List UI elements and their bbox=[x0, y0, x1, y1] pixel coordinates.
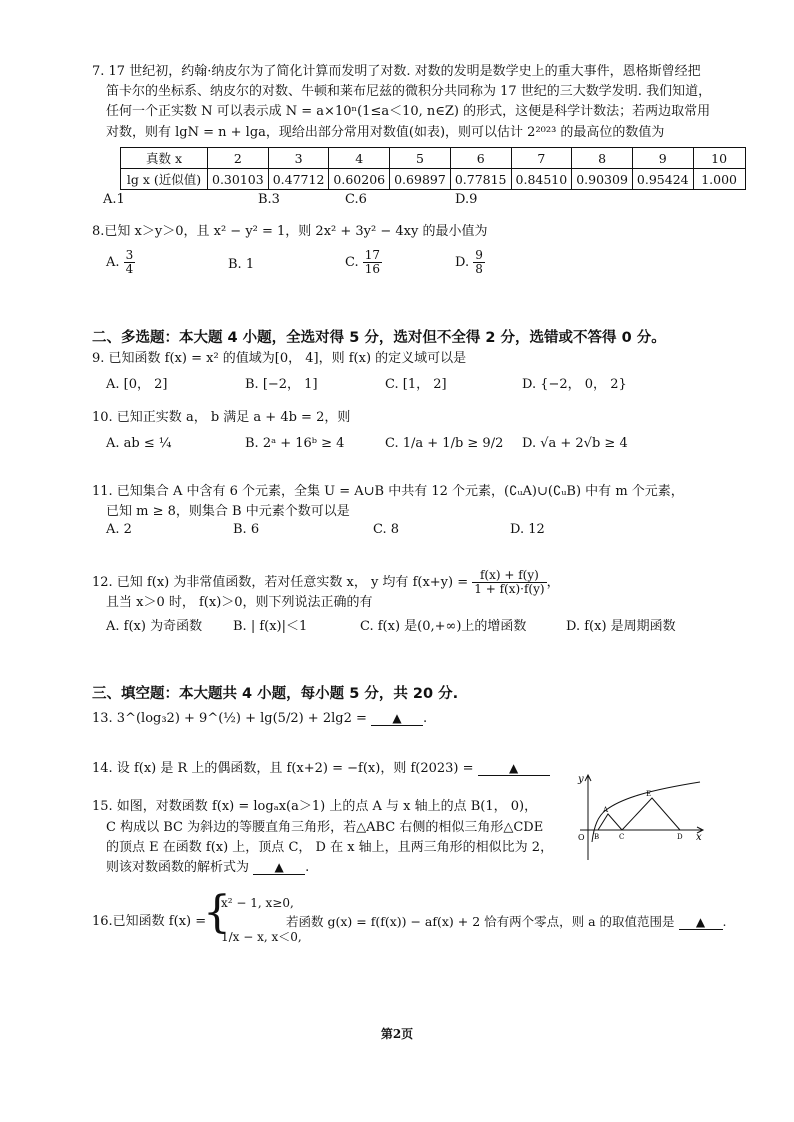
table-cell: 4 bbox=[329, 148, 390, 169]
q8-option-d bbox=[455, 249, 485, 276]
answer-blank[interactable]: ▲ bbox=[253, 860, 305, 875]
table-cell: lg x (近似值) bbox=[121, 169, 208, 190]
q12-line2: 且当 x＞0 时， f(x)＞0，则下列说法正确的有 bbox=[106, 595, 373, 610]
q9-stem: 9. 已知函数 f(x) = x² 的值域为[0， 4]，则 f(x) 的定义域可以是 bbox=[92, 351, 467, 366]
q11-option-a: A. 2 bbox=[106, 522, 132, 537]
q11-line2: 已知 m ≥ 8，则集合 B 中元素个数可以是 bbox=[106, 504, 350, 519]
table-cell: 2 bbox=[208, 148, 269, 169]
denominator: 8 bbox=[475, 262, 483, 276]
q15-line3: 的顶点 E 在函数 f(x) 上，顶点 C， D 在 x 轴上，且两三角形的相似比为 2， bbox=[106, 840, 554, 855]
q7-option-b: B.3 bbox=[258, 192, 280, 207]
label-x: x bbox=[696, 832, 702, 843]
q7-option-d: D.9 bbox=[455, 192, 478, 207]
q11-option-c: C. 8 bbox=[373, 522, 400, 537]
q16-end: . bbox=[722, 914, 727, 929]
q15-line4 bbox=[106, 859, 309, 877]
denominator: 1 + f(x)·f(y) bbox=[474, 582, 545, 596]
q12-stem bbox=[92, 569, 560, 596]
q10-option-d: D. √a + 2√b ≥ 4 bbox=[522, 436, 628, 451]
table-cell: 9 bbox=[632, 148, 693, 169]
q12-fraction bbox=[472, 569, 546, 596]
q12-option-c: C. f(x) 是(0,+∞)上的增函数 bbox=[360, 619, 527, 634]
option-label: A. bbox=[106, 255, 120, 270]
fraction bbox=[363, 249, 382, 276]
label-a: A bbox=[603, 806, 609, 814]
q9-option-b: B. [−2， 1] bbox=[245, 377, 318, 392]
numerator: 17 bbox=[364, 248, 381, 262]
q7-line2: 笛卡尔的坐标系、纳皮尔的对数、牛顿和莱布尼兹的微积分共同称为 17 世纪的三大数学发明. 我们知道， bbox=[106, 84, 712, 99]
q16-prefix: 16.已知函数 f(x) = bbox=[92, 914, 207, 929]
q10-option-c: C. 1/a + 1/b ≥ 9/2 bbox=[385, 436, 504, 451]
table-cell: 3 bbox=[268, 148, 329, 169]
table-cell: 1.000 bbox=[693, 169, 745, 190]
section-3-heading: 三、填空题：本大题共 4 小题，每小题 5 分，共 20 分. bbox=[92, 686, 459, 702]
label-b: B bbox=[594, 833, 600, 841]
q9-option-a: A. [0， 2] bbox=[106, 377, 168, 392]
q16-case2: 1/x − x, x＜0, bbox=[221, 930, 302, 944]
table-cell: 0.47712 bbox=[268, 169, 329, 190]
table-cell: 0.95424 bbox=[632, 169, 693, 190]
option-label: D. bbox=[455, 255, 470, 270]
page-number: 第2页 bbox=[380, 1027, 414, 1041]
q14 bbox=[92, 760, 550, 778]
q8-option-c bbox=[345, 249, 382, 276]
q7-line4: 对数，则有 lgN = n + lga，现给出部分常用对数值(如表)，则可以估计 2²⁰²³ 的最高位的数值为 bbox=[106, 125, 665, 140]
numerator: f(x) + f(y) bbox=[472, 569, 546, 583]
triangle-abc bbox=[598, 814, 622, 830]
q11-line1: 11. 已知集合 A 中含有 6 个元素，全集 U = A∪B 中共有 12 个元素，(∁ᵤA)∪(∁ᵤB) 中有 m 个元素， bbox=[92, 484, 684, 499]
q13-end: . bbox=[423, 711, 428, 726]
answer-blank[interactable]: ▲ bbox=[679, 915, 723, 930]
q12-stem-text: 12. 已知 f(x) 为非常值函数，若对任意实数 x， y 均有 f(x+y) = bbox=[92, 575, 469, 590]
q16-suffix bbox=[286, 913, 727, 931]
table-cell: 0.30103 bbox=[208, 169, 269, 190]
denominator: 16 bbox=[364, 262, 381, 276]
option-label: C. bbox=[345, 255, 359, 270]
label-e: E bbox=[646, 790, 652, 798]
table-cell: 0.60206 bbox=[329, 169, 390, 190]
numerator: 3 bbox=[125, 248, 134, 262]
q16-case1: x² − 1, x≥0, bbox=[221, 896, 294, 910]
answer-blank[interactable]: ▲ bbox=[478, 761, 550, 776]
q8-option-a bbox=[106, 249, 135, 276]
section-2-heading: 二、多选题：本大题 4 小题，全选对得 5 分，选对但不全得 2 分，选错或不答得 0 分。 bbox=[92, 330, 666, 346]
q9-option-c: C. [1， 2] bbox=[385, 377, 447, 392]
table-cell: 7 bbox=[511, 148, 572, 169]
table-row bbox=[121, 169, 746, 190]
numerator: 9 bbox=[475, 248, 483, 262]
table-cell: 6 bbox=[450, 148, 511, 169]
answer-blank[interactable]: ▲ bbox=[371, 711, 423, 726]
fraction bbox=[124, 249, 136, 276]
q15-line1: 15. 如图，对数函数 f(x) = logₐx(a＞1) 上的点 A 与 x 轴上的点 B(1， 0)， bbox=[92, 799, 538, 814]
label-y: y bbox=[578, 774, 584, 785]
q9-option-d: D. {−2， 0， 2} bbox=[522, 377, 627, 392]
q7-option-c: C.6 bbox=[345, 192, 367, 207]
denominator: 4 bbox=[125, 262, 134, 276]
q16-suffix-text: 若函数 g(x) = f(f(x)) − af(x) + 2 恰有两个零点，则 a 的取值范围是 bbox=[286, 914, 675, 929]
q12-option-a: A. f(x) 为奇函数 bbox=[106, 619, 203, 634]
q10-option-a: A. ab ≤ ¼ bbox=[106, 436, 172, 451]
table-cell: 0.90309 bbox=[572, 169, 633, 190]
q10-option-b: B. 2ᵃ + 16ᵇ ≥ 4 bbox=[245, 436, 345, 451]
fraction bbox=[473, 249, 485, 276]
q7-line1: 7. 17 世纪初，约翰·纳皮尔为了简化计算而发明了对数. 对数的发明是数学史上的重大事件，恩格斯曾经把 bbox=[92, 64, 701, 79]
table-cell: 真数 x bbox=[121, 148, 208, 169]
q12-option-d: D. f(x) 是周期函数 bbox=[566, 619, 676, 634]
label-d: D bbox=[677, 833, 683, 841]
q13 bbox=[92, 710, 427, 728]
q8-stem: 8.已知 x＞y＞0，且 x² − y² = 1，则 2x² + 3y² − 4xy 的最小值为 bbox=[92, 224, 488, 239]
q7-option-a: A.1 bbox=[103, 192, 125, 207]
q15-figure bbox=[570, 770, 710, 862]
triangle-cde bbox=[622, 798, 680, 830]
q15-end: . bbox=[305, 860, 310, 875]
q7-line3: 任何一个正实数 N 可以表示成 N = a×10ⁿ(1≤a＜10, n∈Z) 的形式，这便是科学计数法；若两边取常用 bbox=[106, 104, 711, 119]
label-c: C bbox=[619, 833, 625, 841]
q11-option-d: D. 12 bbox=[510, 522, 545, 537]
table-cell: 0.84510 bbox=[511, 169, 572, 190]
q12-stem-end: ， bbox=[546, 575, 560, 590]
q15-line4-text: 则该对数函数的解析式为 bbox=[106, 860, 250, 875]
table-cell: 8 bbox=[572, 148, 633, 169]
q14-text: 14. 设 f(x) 是 R 上的偶函数，且 f(x+2) = −f(x)，则 f(2023) = bbox=[92, 761, 474, 776]
q15-line2: C 构成以 BC 为斜边的等腰直角三角形，若△ABC 右侧的相似三角形△CDE bbox=[106, 820, 544, 835]
table-cell: 0.77815 bbox=[450, 169, 511, 190]
q8-option-b: B. 1 bbox=[228, 257, 255, 272]
table-row bbox=[121, 148, 746, 169]
table-cell: 5 bbox=[390, 148, 451, 169]
q12-option-b: B. | f(x)|＜1 bbox=[233, 619, 308, 634]
table-cell: 0.69897 bbox=[390, 169, 451, 190]
table-cell: 10 bbox=[693, 148, 745, 169]
q11-option-b: B. 6 bbox=[233, 522, 260, 537]
label-o: O bbox=[578, 833, 585, 842]
q13-text: 13. 3^(log₃2) + 9^(½) + lg(5/2) + 2lg2 = bbox=[92, 711, 367, 726]
log-table bbox=[120, 147, 746, 190]
q10-stem: 10. 已知正实数 a， b 满足 a + 4b = 2，则 bbox=[92, 410, 351, 425]
piecewise-brace: { bbox=[203, 887, 231, 938]
